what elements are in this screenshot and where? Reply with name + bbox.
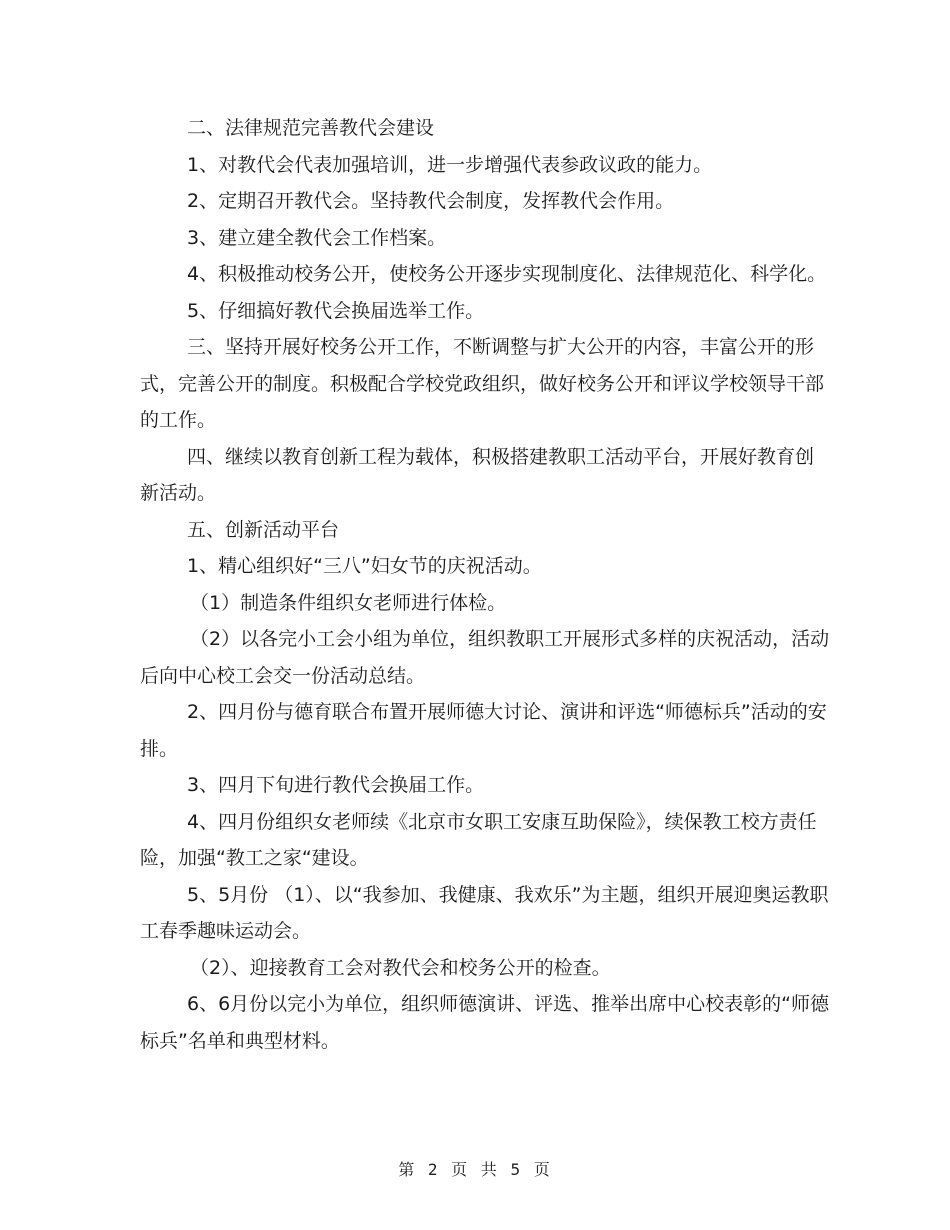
list-item: 2、四月份与德育联合布置开展师德大讨论、演讲和评选“师德标兵”活动的安排。 xyxy=(140,701,827,760)
sub-list-item: （2）以各完小工会小组为单位，组织教职工开展形式多样的庆祝活动，活动后向中心校工会交一份活动总结。 xyxy=(140,628,830,687)
section-heading-5: 五、创新活动平台 xyxy=(187,518,340,541)
section-paragraph-3: 三、坚持开展好校务公开工作，不断调整与扩大公开的内容，丰富公开的形式，完善公开的制度。积极配合学校党政组织，做好校务公开和评议学校领导干部的工作。 xyxy=(140,336,825,431)
section-heading-2: 二、法律规范完善教代会建设 xyxy=(187,117,435,139)
sub-list-item: （1）制造条件组织女老师进行体检。 xyxy=(190,591,507,614)
list-item: 1、精心组织好“三八”妇女节的庆祝活动。 xyxy=(187,555,542,577)
list-item: 4、积极推动校务公开，使校务公开逐步实现制度化、法律规范化、科学化。 xyxy=(187,263,827,285)
list-item: 3、四月下旬进行教代会换届工作。 xyxy=(187,774,485,796)
list-item: 4、四月份组织女老师续《北京市女职工安康互助保险》，续保教工校方责任险，加强“教工之家“建设。 xyxy=(140,810,817,869)
list-item: 2、定期召开教代会。坚持教代会制度，发挥教代会作用。 xyxy=(187,190,675,212)
sub-list-item: （2）、迎接教育工会对教代会和校务公开的检查。 xyxy=(190,956,611,979)
list-item: 3、建立建全教代会工作档案。 xyxy=(187,226,447,249)
list-item: 6、6月份以完小为单位，组织师德演讲、评选、推举出席中心校表彰的“师德标兵”名单和典型材料。 xyxy=(140,993,830,1052)
list-item: 1、对教代会代表加强培训，进一步增强代表参政议政的能力。 xyxy=(187,153,713,176)
list-item: 5、5月份 （1）、以“我参加、我健康、我欢乐”为主题，组织开展迎奥运教职工春季趣味运动会。 xyxy=(140,883,829,942)
list-item: 5、仔细搞好教代会换届选举工作。 xyxy=(187,299,485,322)
document-body xyxy=(140,110,830,1059)
page-number-footer: 第 2 页 共 5 页 xyxy=(398,1160,552,1179)
section-paragraph-4: 四、继续以教育创新工程为载体，积极搭建教职工活动平台，开展好教育创新活动。 xyxy=(140,445,815,504)
